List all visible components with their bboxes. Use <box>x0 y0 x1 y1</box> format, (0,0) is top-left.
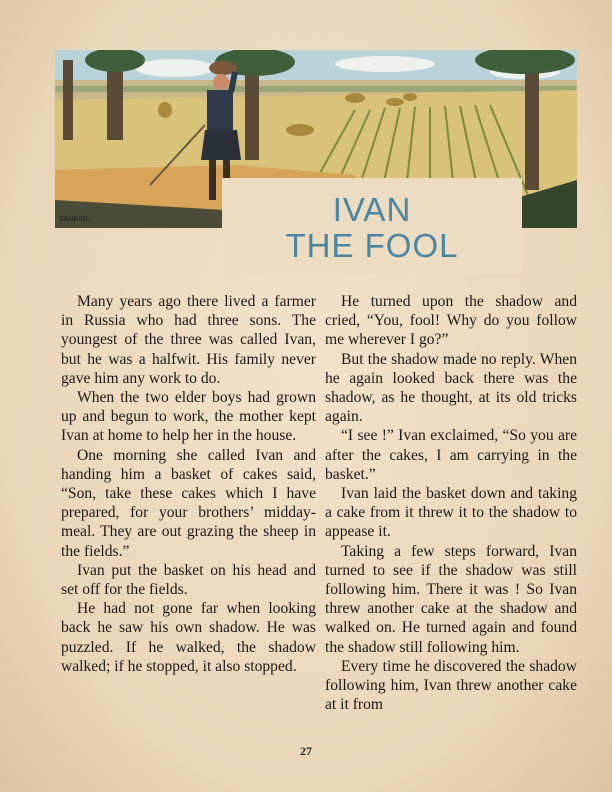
illustrator-signature: SANKAR... <box>59 216 94 223</box>
paragraph: “I see !” Ivan exclaimed, “So you are after the cakes, I am carrying in the basket.” <box>325 427 577 483</box>
left-column <box>61 292 316 676</box>
paragraph: Ivan put the basket on his head and set off for the fields. <box>61 561 316 599</box>
paragraph: When the two elder boys had grown up and begun to work, the mother kept Ivan at home to help her in the house. <box>61 389 316 445</box>
right-column <box>325 292 577 714</box>
story-title <box>222 178 522 274</box>
paragraph: One morning she called Ivan and handing him a basket of cakes said, “Son, take these cakes which I have prepared, for your brothers’ midday-meal. They are out grazing the sheep in the fields.” <box>61 446 316 560</box>
paragraph: He turned upon the shadow and cried, “You, fool! Why do you follow me wherever I go?” <box>325 293 577 349</box>
paragraph: Ivan laid the basket down and taking a cake from it threw it to the shadow to appease it. <box>325 485 577 541</box>
page-number: 27 <box>300 744 312 758</box>
paragraph: But the shadow made no reply. When he again looked back there was the shadow, as he thought, at its old tricks again. <box>325 350 577 426</box>
title-line-1: IVAN <box>332 191 412 228</box>
paragraph: Taking a few steps forward, Ivan turned to see if the shadow was still following him. There it was ! So Ivan threw another cake at the shadow and walked on. He turned again and found the shadow still following him. <box>325 542 577 656</box>
paragraph: He had not gone far when looking back he saw his own shadow. He was puzzled. If he walked, the shadow walked; if he stopped, it also stopped. <box>61 600 316 675</box>
title-line-2: THE FOOL <box>285 227 459 264</box>
paragraph: Every time he discovered the shadow following him, Ivan threw another cake at it from <box>325 657 577 714</box>
paragraph: Many years ago there lived a farmer in Russia who had three sons. The youngest of the three was called Ivan, but he was a halfwit. His family never gave him any work to do. <box>61 293 316 387</box>
